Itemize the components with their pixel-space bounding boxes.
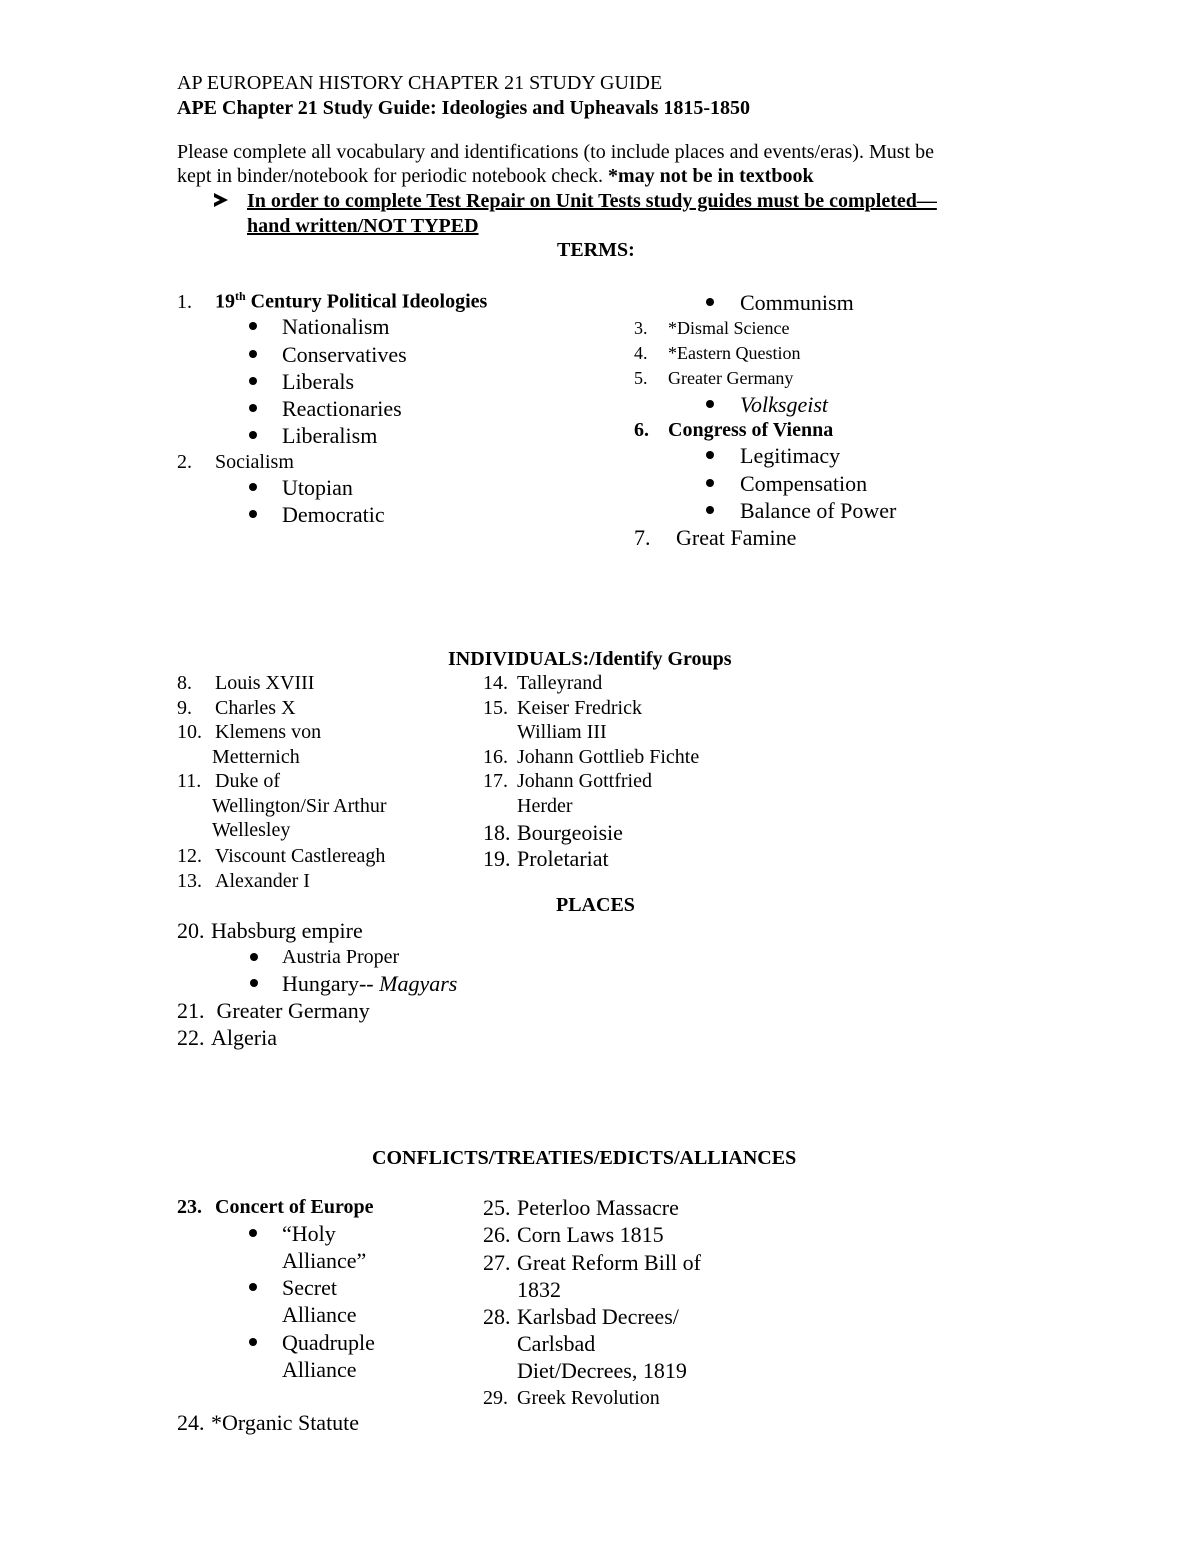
item-label: Proletariat [517,846,609,871]
item-number: 20. [177,918,205,943]
individual-item-11-cont2: Wellesley [212,819,291,841]
individual-item-11-cont1: Wellington/Sir Arthur [212,795,387,817]
sub-term-communism: Communism [740,290,854,315]
item-number: 14. [483,672,508,694]
item-number: 24. [177,1410,205,1435]
term-number: 4. [634,343,648,363]
item-number: 18. [483,820,511,845]
conflict-item-27-cont: 1832 [517,1277,561,1302]
individual-item-17 [483,770,652,793]
bullet-icon [249,1338,257,1346]
term-label-a: 19 [215,290,235,313]
item-number: 25. [483,1195,511,1220]
item-number: 29. [483,1387,508,1409]
term-label: Great Famine [676,525,797,550]
item-number: 11. [177,770,202,792]
place-item-20 [177,918,363,943]
place-item-22 [177,1025,277,1050]
sub-term-volksgeist: Volksgeist [740,392,828,417]
term-number: 6. [634,419,649,441]
place-item-21 [177,998,370,1023]
individual-item-15 [483,697,642,720]
individual-item-10 [177,721,321,744]
bullet-icon [706,479,714,487]
individual-item-18 [483,820,623,845]
term-item-7 [634,525,796,550]
individuals-heading: INDIVIDUALS:/Identify Groups [448,648,732,670]
places-heading: PLACES [556,894,635,916]
instructions-line1: Please complete all vocabulary and identifications (to include places and events/eras). Must be [177,141,934,163]
alliance-holy-line1: “Holy [282,1221,336,1246]
term-number: 7. [634,525,651,550]
item-number: 9. [177,697,192,719]
conflict-item-26 [483,1222,664,1247]
alliance-quadruple-line2: Alliance [282,1357,357,1382]
place-sub-hungary [282,971,457,996]
item-number: 22. [177,1025,205,1050]
item-number: 26. [483,1222,511,1247]
item-number: 10. [177,721,202,743]
individual-item-8 [177,672,314,695]
item-label: Habsburg empire [211,918,363,943]
term-label: Socialism [215,451,294,473]
individual-item-13 [177,870,310,893]
item-number: 19. [483,846,511,871]
bullet-icon [706,298,714,306]
arrow-bullet-icon [214,193,228,207]
item-label: Alexander I [215,870,310,892]
item-number: 13. [177,870,202,892]
alliance-holy-line2: Alliance” [282,1248,367,1273]
individual-item-11 [177,770,280,793]
conflict-item-28 [483,1304,679,1329]
item-number: 17. [483,770,508,792]
individual-item-12 [177,845,385,868]
bullet-icon [249,322,257,330]
item-label: Viscount Castlereagh [215,845,386,867]
item-label: Greater Germany [211,998,370,1023]
test-repair-note-line2: hand written/NOT TYPED [247,215,479,237]
bullet-icon [249,1229,257,1237]
item-label: Great Reform Bill of [517,1250,701,1275]
bullet-icon [249,377,257,385]
item-number: 27. [483,1250,511,1275]
sub-term-balance-of-power: Balance of Power [740,498,897,523]
item-number: 23. [177,1196,202,1218]
item-number: 21. [177,998,205,1023]
term-number: 5. [634,368,648,388]
sub-term-compensation: Compensation [740,471,868,496]
term-item-4 [634,343,800,364]
item-label: Corn Laws 1815 [517,1222,664,1247]
term-label: *Eastern Question [668,343,801,363]
term-label: *Dismal Science [668,318,790,338]
alliance-secret-line2: Alliance [282,1302,357,1327]
bullet-icon [249,1283,257,1291]
document-subtitle: APE Chapter 21 Study Guide: Ideologies and Upheavals 1815-1850 [177,97,751,119]
term-label: Greater Germany [668,368,794,388]
bullet-icon [249,350,257,358]
term-number: 2. [177,451,192,473]
item-label: Karlsbad Decrees/ [517,1304,679,1329]
term-item-3 [634,318,789,339]
conflict-item-27 [483,1250,701,1275]
item-label: Talleyrand [517,672,603,694]
item-label: Johann Gottlieb Fichte [517,746,700,768]
item-label: Keiser Fredrick [517,697,642,719]
individual-item-9 [177,697,296,720]
hungary-label: Hungary-- [282,971,380,996]
instructions-line2 [177,165,814,188]
item-label: Klemens von [215,721,322,743]
item-label: Greek Revolution [517,1387,660,1409]
test-repair-note-line1: In order to complete Test Repair on Unit Tests study guides must be completed— [247,190,937,212]
individual-item-17-cont: Herder [517,795,573,817]
place-sub-austria-proper: Austria Proper [282,946,400,968]
individual-item-14 [483,672,602,695]
sub-term-liberalism: Liberalism [282,423,378,448]
term-item-1 [177,290,487,314]
term-label-b: Century Political Ideologies [245,290,488,313]
magyars-label: Magyars [379,971,458,996]
sub-term-reactionaries: Reactionaries [282,396,402,421]
term-item-2 [177,451,294,474]
conflict-item-28-cont1: Carlsbad [517,1331,596,1356]
item-label: Duke of [215,770,280,792]
individual-item-19 [483,846,609,871]
item-label: Algeria [211,1025,277,1050]
bullet-icon [249,510,257,518]
term-label: Congress of Vienna [668,419,834,441]
bullet-icon [250,979,258,987]
document-title: AP EUROPEAN HISTORY CHAPTER 21 STUDY GUIDE [177,72,663,94]
individual-item-16 [483,746,699,769]
sub-term-liberals: Liberals [282,369,355,394]
individual-item-15-cont: William III [517,721,607,743]
conflict-item-23 [177,1196,374,1219]
sub-term-democratic: Democratic [282,502,385,527]
sub-term-utopian: Utopian [282,475,353,500]
sub-term-nationalism: Nationalism [282,314,390,339]
term-item-5 [634,368,793,389]
bullet-icon [706,400,714,408]
terms-heading: TERMS: [557,239,635,261]
item-label: *Organic Statute [211,1410,360,1435]
conflicts-heading: CONFLICTS/TREATIES/EDICTS/ALLIANCES [372,1147,797,1169]
conflict-item-28-cont2: Diet/Decrees, 1819 [517,1358,687,1383]
item-label: Louis XVIII [215,672,315,694]
term-label-sup: th [235,289,246,303]
item-number: 28. [483,1304,511,1329]
item-label: Charles X [215,697,296,719]
item-number: 12. [177,845,202,867]
item-number: 15. [483,697,508,719]
instructions-line2-text: kept in binder/notebook for periodic notebook check. [177,165,608,187]
term-number: 3. [634,318,648,338]
conflict-item-24 [177,1410,359,1435]
term-item-6 [634,419,833,442]
alliance-quadruple-line1: Quadruple [282,1330,375,1355]
conflict-item-29 [483,1387,660,1410]
item-number: 16. [483,746,508,768]
item-label: Johann Gottfried [517,770,652,792]
item-label: Concert of Europe [215,1196,374,1218]
textbook-note: *may not be in textbook [608,165,814,187]
bullet-icon [706,506,714,514]
item-label: Bourgeoisie [517,820,623,845]
sub-term-conservatives: Conservatives [282,342,407,367]
term-number: 1. [177,290,192,313]
individual-item-10-cont: Metternich [212,746,300,768]
conflict-item-25 [483,1195,679,1220]
bullet-icon [250,953,258,961]
sub-term-legitimacy: Legitimacy [740,443,841,468]
item-number: 8. [177,672,192,694]
bullet-icon [249,483,257,491]
bullet-icon [706,451,714,459]
alliance-secret-line1: Secret [282,1275,337,1300]
bullet-icon [249,431,257,439]
bullet-icon [249,404,257,412]
item-label: Peterloo Massacre [517,1195,679,1220]
